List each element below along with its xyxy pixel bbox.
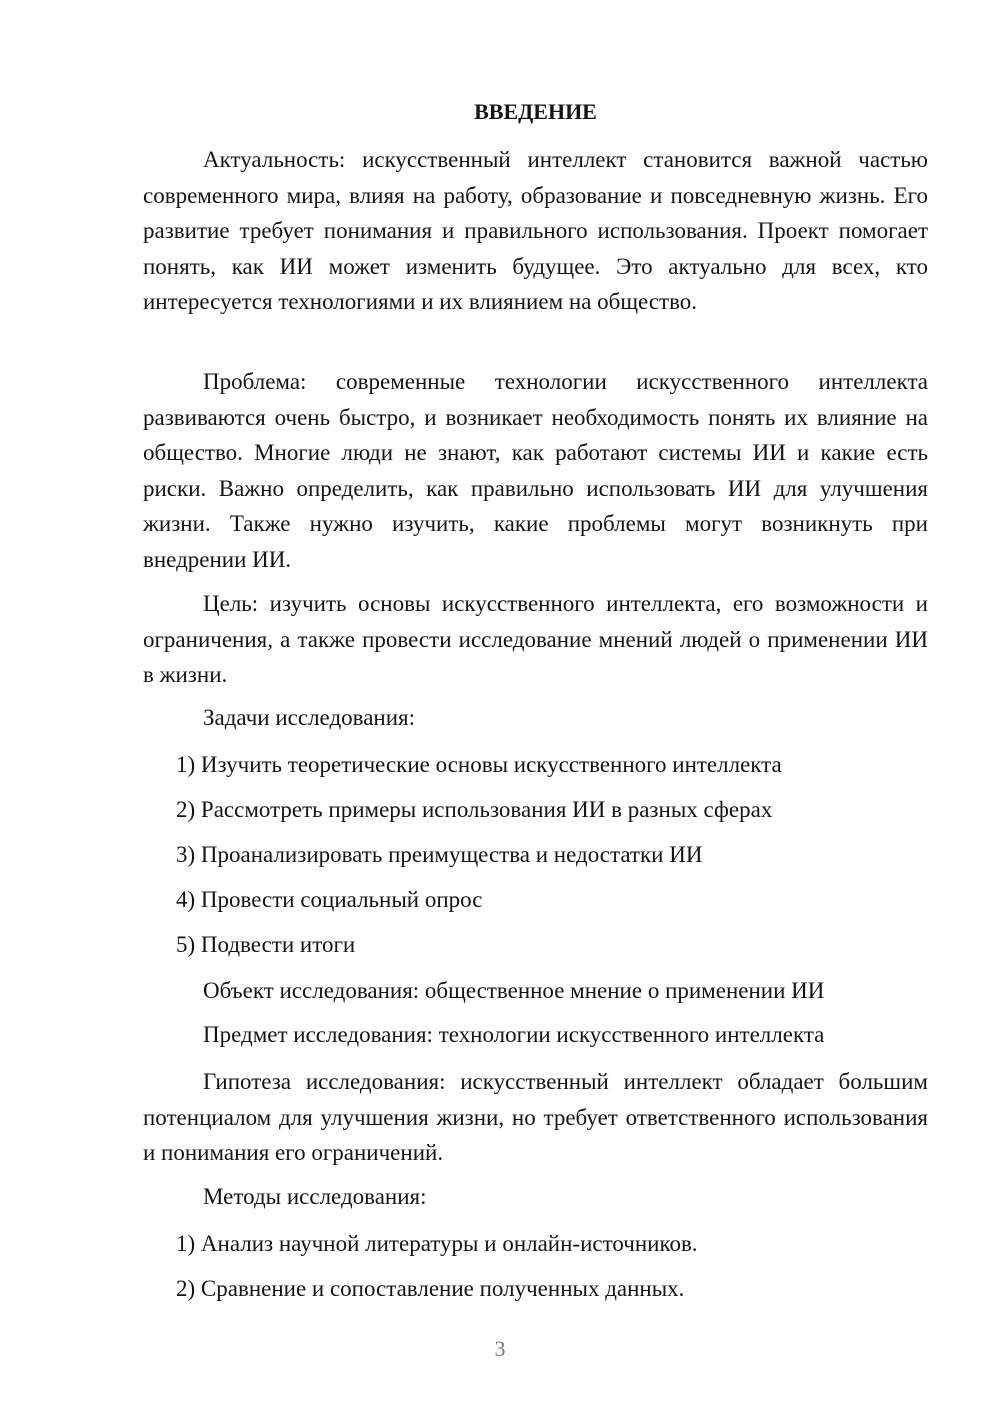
tasks-heading: Задачи исследования:: [203, 705, 416, 730]
task-item-2: 2) Рассмотреть примеры использования ИИ в разных сферах: [176, 797, 773, 822]
task-item-3: 3) Проанализировать преимущества и недостатки ИИ: [176, 842, 703, 867]
goal-paragraph: Цель: изучить основы искусственного интеллекта, его возможности и ограничения, а также провести исследование мнений людей о применении ИИ в жизни.: [143, 591, 928, 687]
task-item-1: 1) Изучить теоретические основы искусственного интеллекта: [176, 752, 782, 777]
methods-heading: Методы исследования:: [203, 1184, 427, 1209]
hypothesis-paragraph: Гипотеза исследования: искусственный интеллект обладает большим потенциалом для улучшения жизни, но требует ответственного использования и понимания его ограничений.: [143, 1069, 928, 1165]
task-item-4: 4) Провести социальный опрос: [176, 887, 483, 912]
problem-paragraph: Проблема: современные технологии искусственного интеллекта развиваются очень быстро, и возникает необходимость понять их влияние на общество. Многие люди не знают, как работают системы ИИ и какие есть риски. Важно определить, как правильно использовать ИИ для улучшения жизни. Также нужно изучить, какие проблемы могут возникнуть при внедрении ИИ.: [143, 369, 928, 572]
method-item-1: 1) Анализ научной литературы и онлайн-источников.: [176, 1231, 698, 1256]
task-item-5: 5) Подвести итоги: [176, 932, 356, 957]
object-line: Объект исследования: общественное мнение о применении ИИ: [203, 978, 825, 1003]
section-title: ВВЕДЕНИЕ: [474, 99, 597, 124]
subject-line: Предмет исследования: технологии искусственного интеллекта: [203, 1022, 825, 1047]
page-number: 3: [494, 1336, 506, 1361]
method-item-2: 2) Сравнение и сопоставление полученных данных.: [176, 1276, 685, 1301]
relevance-paragraph: Актуальность: искусственный интеллект становится важной частью современного мира, влияя на работу, образование и повседневную жизнь. Его развитие требует понимания и правильного использования. Проект помогает понять, как ИИ может изменить будущее. Это актуально для всех, кто интересуется технологиями и их влиянием на общество.: [143, 147, 928, 314]
